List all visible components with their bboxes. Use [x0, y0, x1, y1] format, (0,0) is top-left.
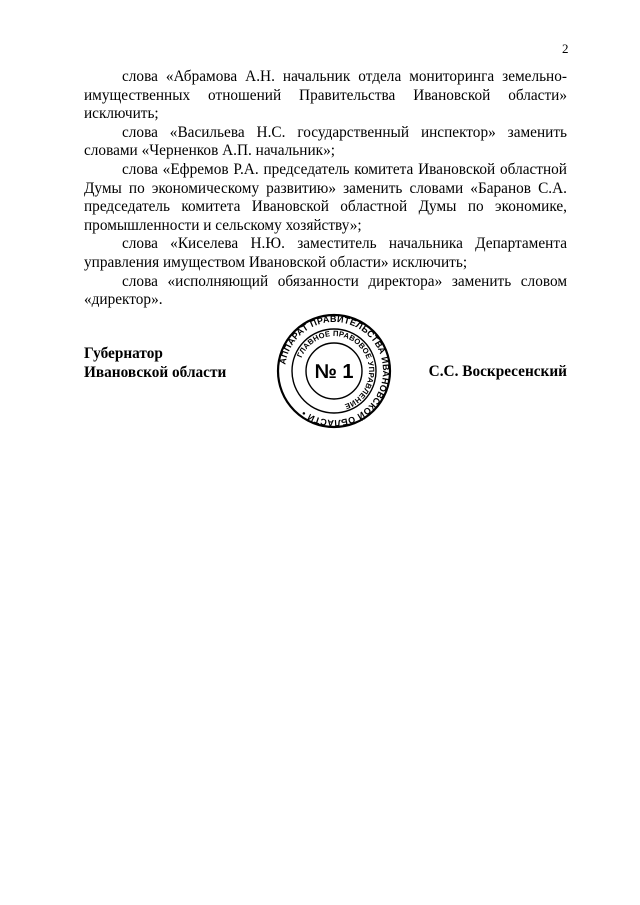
paragraph-4: слова «Киселева Н.Ю. заместитель начальника Департамента управления имуществом Ивановской области» исключить; — [84, 235, 567, 271]
signatory-title-line-1: Губернатор — [84, 345, 163, 362]
paragraph-5: слова «исполняющий обязанности директора» заменить словом «директор». — [84, 272, 567, 309]
page-number: 2 — [562, 41, 569, 56]
paragraph-3: слова «Ефремов Р.А. председатель комитета Ивановской областной Думы по экономическому развитию» заменить словами «Баранов С.А. председатель комитета Ивановской областной Думы по экономике, промышленности и сельскому хозяйству»; — [84, 160, 567, 234]
seal-number: № 1 — [314, 361, 354, 383]
signatory-title-line-2: Ивановской области — [84, 363, 227, 381]
signatory-name: С.С. Воскресенский — [428, 363, 567, 380]
paragraph-1: слова «Абрамова А.Н. начальник отдела мониторинга земельно-имущественных отношений Правительства Ивановской области» исключить; — [84, 68, 567, 123]
seal-inner-ring-textpath: ГЛАВНОЕ ПРАВОВОЕ УПРАВЛЕНИЕ — [295, 328, 377, 412]
signatory-title — [84, 345, 226, 382]
paragraph-2: слова «Васильева Н.С. государственный инспектор» заменить словами «Черненков А.П. начальник»; — [84, 123, 567, 160]
official-seal — [276, 313, 392, 429]
seal-ring-textpath: АППАРАТ ПРАВИТЕЛЬСТВА ИВАНОВСКОЙ ОБЛАСТИ • — [277, 313, 392, 429]
document-body — [84, 68, 567, 310]
